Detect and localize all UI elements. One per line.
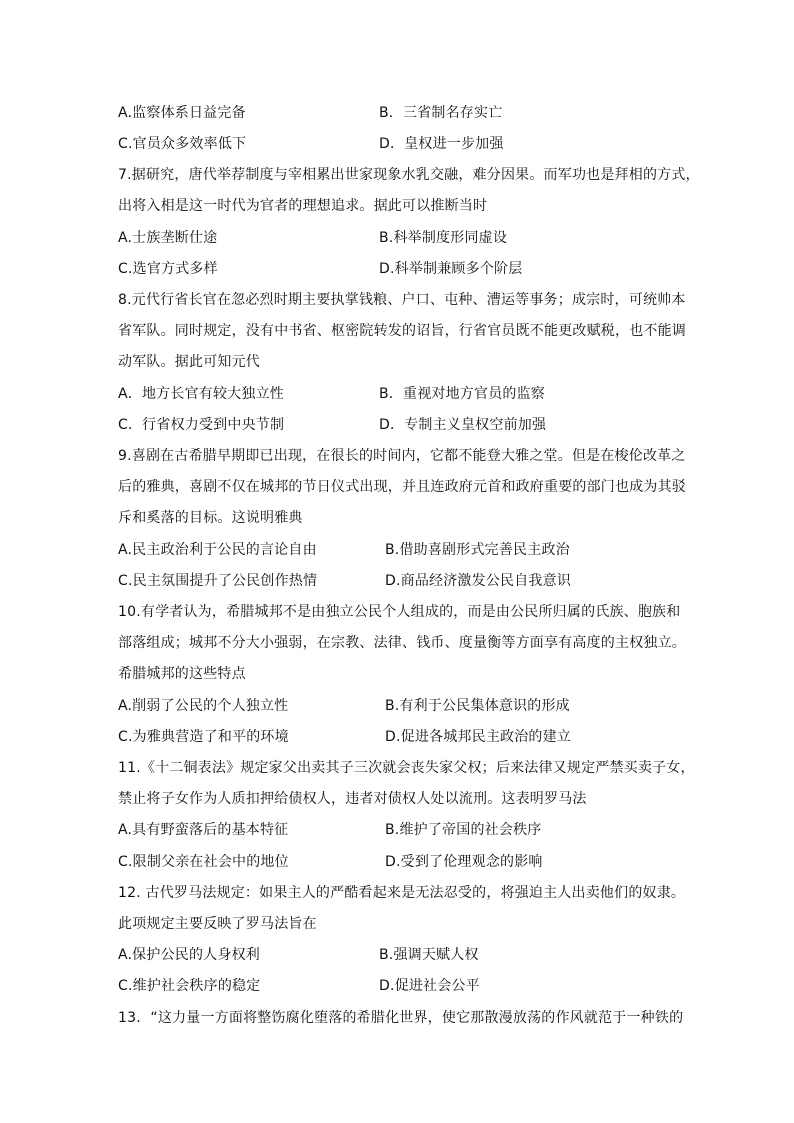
q9-stem-line-2: 后的雅典，喜剧不仅在城邦的节日仪式出现，并且连政府元首和政府重要的部门也成为其驳 bbox=[118, 479, 686, 495]
q7-option-a: A.士族垄断仕途 bbox=[118, 230, 218, 246]
q12-stem-line-1: 12. 古代罗马法规定：如果主人的严酷看起来是无法忍受的，将强迫主人出卖他们的奴隶。 bbox=[118, 885, 686, 901]
q6-option-a: A.监察体系日益完备 bbox=[118, 105, 246, 121]
q9-stem-line-1: 9.喜剧在古希腊早期即已出现，在很长的时间内，它都不能登大雅之堂。但是在梭伦改革之 bbox=[118, 448, 686, 464]
q12-option-b: B.强调天赋人权 bbox=[379, 947, 479, 963]
q7-option-d: D.科举制兼顾多个阶层 bbox=[379, 261, 523, 277]
q9-option-b: B.借助喜剧形式完善民主政治 bbox=[385, 542, 570, 558]
q10-stem-line-3: 希腊城邦的这些特点 bbox=[118, 666, 246, 682]
q12-option-c: C.维护社会秩序的稳定 bbox=[118, 978, 261, 994]
q11-option-c: C.限制父亲在社会中的地位 bbox=[118, 854, 289, 870]
q6-option-b: B．三省制名存实亡 bbox=[379, 105, 503, 121]
q11-option-b: B.维护了帝国的社会秩序 bbox=[385, 822, 542, 838]
q11-stem-line-1: 11.《十二铜表法》规定家父出卖其子三次就会丧失家父权；后来法律又规定严禁买卖子女， bbox=[118, 760, 695, 776]
q13-stem-line-1: 13．“这力量一方面将整饬腐化堕落的希腊化世界，使它那散漫放荡的作风就范于一种铁的 bbox=[118, 1010, 684, 1026]
q10-stem-line-2: 部落组成；城邦不分大小强弱，在宗教、法律、钱币、度量衡等方面享有高度的主权独立。 bbox=[118, 635, 686, 651]
q9-stem-line-3: 斥和奚落的目标。这说明雅典 bbox=[118, 510, 303, 526]
q11-stem-line-2: 禁止将子女作为人质扣押给债权人，违者对债权人处以流刑。这表明罗马法 bbox=[118, 791, 587, 807]
q7-stem-line-1: 7.据研究，唐代举荐制度与宰相累出世家现象水乳交融，难分因果。而军功也是拜相的方式， bbox=[118, 167, 700, 183]
q6-option-c: C.官员众多效率低下 bbox=[118, 136, 247, 152]
q7-stem-line-2: 出将入相是这一时代为官者的理想追求。据此可以推断当时 bbox=[118, 198, 488, 214]
q11-option-d: D.受到了伦理观念的影响 bbox=[385, 854, 543, 870]
q8-stem-line-1: 8.元代行省长官在忽必烈时期主要执掌钱粮、户口、屯种、漕运等事务；成宗时，可统帅本 bbox=[118, 292, 686, 308]
q10-stem-line-1: 10.有学者认为，希腊城邦不是由独立公民个人组成的，而是由公民所归属的氏族、胞族和 bbox=[118, 604, 681, 620]
q11-option-a: A.具有野蛮落后的基本特征 bbox=[118, 822, 289, 838]
q10-option-a: A.削弱了公民的个人独立性 bbox=[118, 698, 289, 714]
q7-option-c: C.选官方式多样 bbox=[118, 261, 218, 277]
q8-option-b: B．重视对地方官员的监察 bbox=[379, 386, 546, 402]
q8-stem-line-2: 省军队。同时规定，没有中书省、枢密院转发的诏旨，行省官员既不能更改赋税，也不能调 bbox=[118, 323, 686, 339]
q12-option-d: D.促进社会公平 bbox=[379, 978, 480, 994]
q6-option-d: D．皇权进一步加强 bbox=[379, 136, 504, 152]
q8-stem-line-3: 动军队。据此可知元代 bbox=[118, 354, 260, 370]
q7-option-b: B.科举制度形同虚设 bbox=[379, 230, 508, 246]
q8-option-a: A．地方长官有较大独立性 bbox=[118, 386, 284, 402]
q10-option-d: D.促进各城邦民主政治的建立 bbox=[385, 729, 572, 745]
q10-option-c: C.为雅典营造了和平的环境 bbox=[118, 729, 289, 745]
q10-option-b: B.有利于公民集体意识的形成 bbox=[385, 698, 570, 714]
q12-stem-line-2: 此项规定主要反映了罗马法旨在 bbox=[118, 916, 317, 932]
q12-option-a: A.保护公民的人身权利 bbox=[118, 947, 260, 963]
q9-option-a: A.民主政治利于公民的言论自由 bbox=[118, 542, 317, 558]
q8-option-d: D．专制主义皇权空前加强 bbox=[379, 417, 547, 433]
q8-option-c: C．行省权力受到中央节制 bbox=[118, 417, 285, 433]
q9-option-c: C.民主氛围提升了公民创作热情 bbox=[118, 573, 318, 589]
q9-option-d: D.商品经济激发公民自我意识 bbox=[385, 573, 572, 589]
